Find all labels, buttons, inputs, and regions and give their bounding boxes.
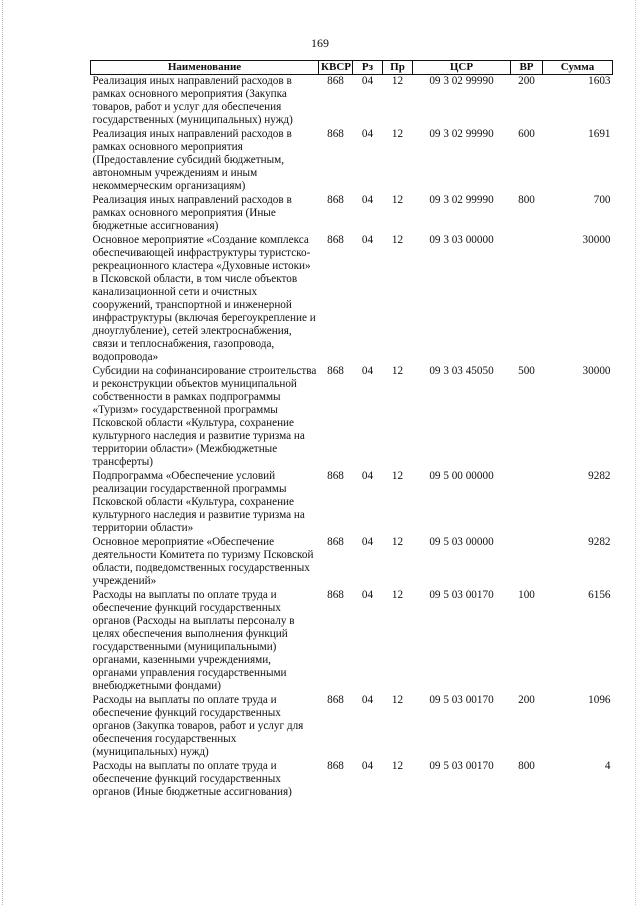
row-pr: 12 <box>391 760 404 772</box>
row-name: Реализация иных направлений расходов в рамках основного мероприятия (Иные бюджетные ассигнования) <box>92 194 292 232</box>
row-csr: 09 5 03 00000 <box>429 536 494 548</box>
table-row <box>91 536 613 589</box>
row-pr: 12 <box>391 536 404 548</box>
table-row <box>91 470 613 536</box>
row-kvsr: 868 <box>327 128 344 140</box>
row-name: Реализация иных направлений расходов в рамках основного мероприятия (Предоставление субсидий бюджетным, автономным учреждениям и иным некоммерческим организациям) <box>92 128 292 192</box>
row-pr: 12 <box>391 234 404 246</box>
header-kvsr: КВСР <box>319 61 353 75</box>
page-number: 169 <box>311 36 329 50</box>
row-vr: 600 <box>518 128 535 140</box>
row-name: Основное мероприятие «Обеспечение деятельности Комитета по туризму Псковской области, подведомственных государственных учреждений» <box>92 536 314 587</box>
row-sum: 700 <box>593 194 611 206</box>
row-rz: 04 <box>361 589 374 601</box>
row-csr: 09 3 03 45050 <box>429 365 494 377</box>
row-sum: 30000 <box>582 234 611 246</box>
row-name: Расходы на выплаты по оплате труда и обеспечение функций государственных органов (Расходы на выплаты персоналу в целях обеспечения выполнения функций государственными (муниципальными) органами, казенными учреждениями, органами управления государственными внебюджетными фондами) <box>92 589 295 692</box>
row-name: Субсидии на софинансирование строительства и реконструкции объектов муниципальной собственности в рамках подпрограммы «Туризм» государственной программы Псковской области «Культура, сохранение культурного наследия и развитие туризма на территории области» (Межбюджетные трансферты) <box>92 365 317 468</box>
table-header-row <box>91 61 613 75</box>
row-rz: 04 <box>361 760 374 772</box>
table-row <box>91 234 613 365</box>
row-rz: 04 <box>361 234 374 246</box>
header-vr: ВР <box>511 61 543 75</box>
row-sum: 9282 <box>588 536 611 548</box>
row-csr: 09 5 00 00000 <box>429 470 494 482</box>
table-row <box>91 365 613 470</box>
row-name: Расходы на выплаты по оплате труда и обеспечение функций государственных органов (Закупка товаров, работ и услуг для обеспечения государственных (муниципальных) нужд) <box>92 694 304 758</box>
row-csr: 09 5 03 00170 <box>429 760 494 772</box>
row-csr: 09 3 02 99990 <box>429 194 494 206</box>
table-row <box>91 194 613 234</box>
row-sum: 1691 <box>588 128 611 140</box>
row-rz: 04 <box>361 470 374 482</box>
row-rz: 04 <box>361 194 374 206</box>
row-kvsr: 868 <box>327 760 344 772</box>
row-pr: 12 <box>391 470 404 482</box>
table-row <box>91 694 613 760</box>
budget-table <box>90 60 613 800</box>
row-sum: 1096 <box>588 694 611 706</box>
row-vr: 100 <box>518 589 535 601</box>
row-csr: 09 5 03 00170 <box>429 694 494 706</box>
row-csr: 09 5 03 00170 <box>429 589 494 601</box>
row-vr <box>511 470 543 536</box>
row-rz: 04 <box>361 365 374 377</box>
header-csr: ЦСР <box>413 61 511 75</box>
row-rz: 04 <box>361 694 374 706</box>
table-row <box>91 760 613 800</box>
row-name: Реализация иных направлений расходов в рамках основного мероприятия (Закупка товаров, работ и услуг для обеспечения государственных (муниципальных) нужд) <box>92 75 293 126</box>
row-sum: 30000 <box>582 365 611 377</box>
row-pr: 12 <box>391 194 404 206</box>
header-pr: Пр <box>383 61 413 75</box>
row-name: Расходы на выплаты по оплате труда и обеспечение функций государственных органов (Иные бюджетные ассигнования) <box>92 760 292 798</box>
row-rz: 04 <box>361 536 374 548</box>
row-vr <box>511 536 543 589</box>
row-sum: 9282 <box>588 470 611 482</box>
header-rz: Рз <box>353 61 383 75</box>
row-vr <box>511 234 543 365</box>
row-kvsr: 868 <box>327 75 344 87</box>
row-sum: 4 <box>604 760 611 772</box>
row-rz: 04 <box>361 128 374 140</box>
row-name: Подпрограмма «Обеспечение условий реализации государственной программы Псковской области «Культура, сохранение культурного наследия и развитие туризма на территории области» <box>92 470 305 534</box>
table-row <box>91 128 613 194</box>
row-vr: 800 <box>518 760 535 772</box>
scan-edge-left <box>2 0 4 905</box>
row-name: Основное мероприятие «Создание комплекса обеспечивающей инфраструктуры туристско-рекреационного кластера «Духовные истоки» в Псковской области, в том числе объектов канализационной сети и очистных сооружений, транспортной и инженерной инфраструктуры (включая берегоукрепление и дноуглубление), сетей электроснабжения, связи и теплоснабжения, газопровода, водопровода» <box>92 234 316 363</box>
row-pr: 12 <box>391 365 404 377</box>
row-csr: 09 3 03 00000 <box>429 234 494 246</box>
header-name: Наименование <box>91 61 319 75</box>
row-kvsr: 868 <box>327 470 344 482</box>
row-sum: 1603 <box>588 75 611 87</box>
row-kvsr: 868 <box>327 589 344 601</box>
header-sum: Сумма <box>543 61 613 75</box>
row-kvsr: 868 <box>327 365 344 377</box>
row-vr: 200 <box>518 694 535 706</box>
row-pr: 12 <box>391 128 404 140</box>
row-sum: 6156 <box>588 589 611 601</box>
row-csr: 09 3 02 99990 <box>429 128 494 140</box>
row-pr: 12 <box>391 589 404 601</box>
row-rz: 04 <box>361 75 374 87</box>
table-row <box>91 589 613 694</box>
row-vr: 200 <box>518 75 535 87</box>
row-vr: 800 <box>518 194 535 206</box>
scan-edge-right <box>635 0 637 905</box>
row-kvsr: 868 <box>327 194 344 206</box>
row-kvsr: 868 <box>327 694 344 706</box>
row-vr: 500 <box>518 365 535 377</box>
row-csr: 09 3 02 99990 <box>429 75 494 87</box>
table-row <box>91 75 613 129</box>
row-pr: 12 <box>391 694 404 706</box>
row-pr: 12 <box>391 75 404 87</box>
row-kvsr: 868 <box>327 234 344 246</box>
row-kvsr: 868 <box>327 536 344 548</box>
